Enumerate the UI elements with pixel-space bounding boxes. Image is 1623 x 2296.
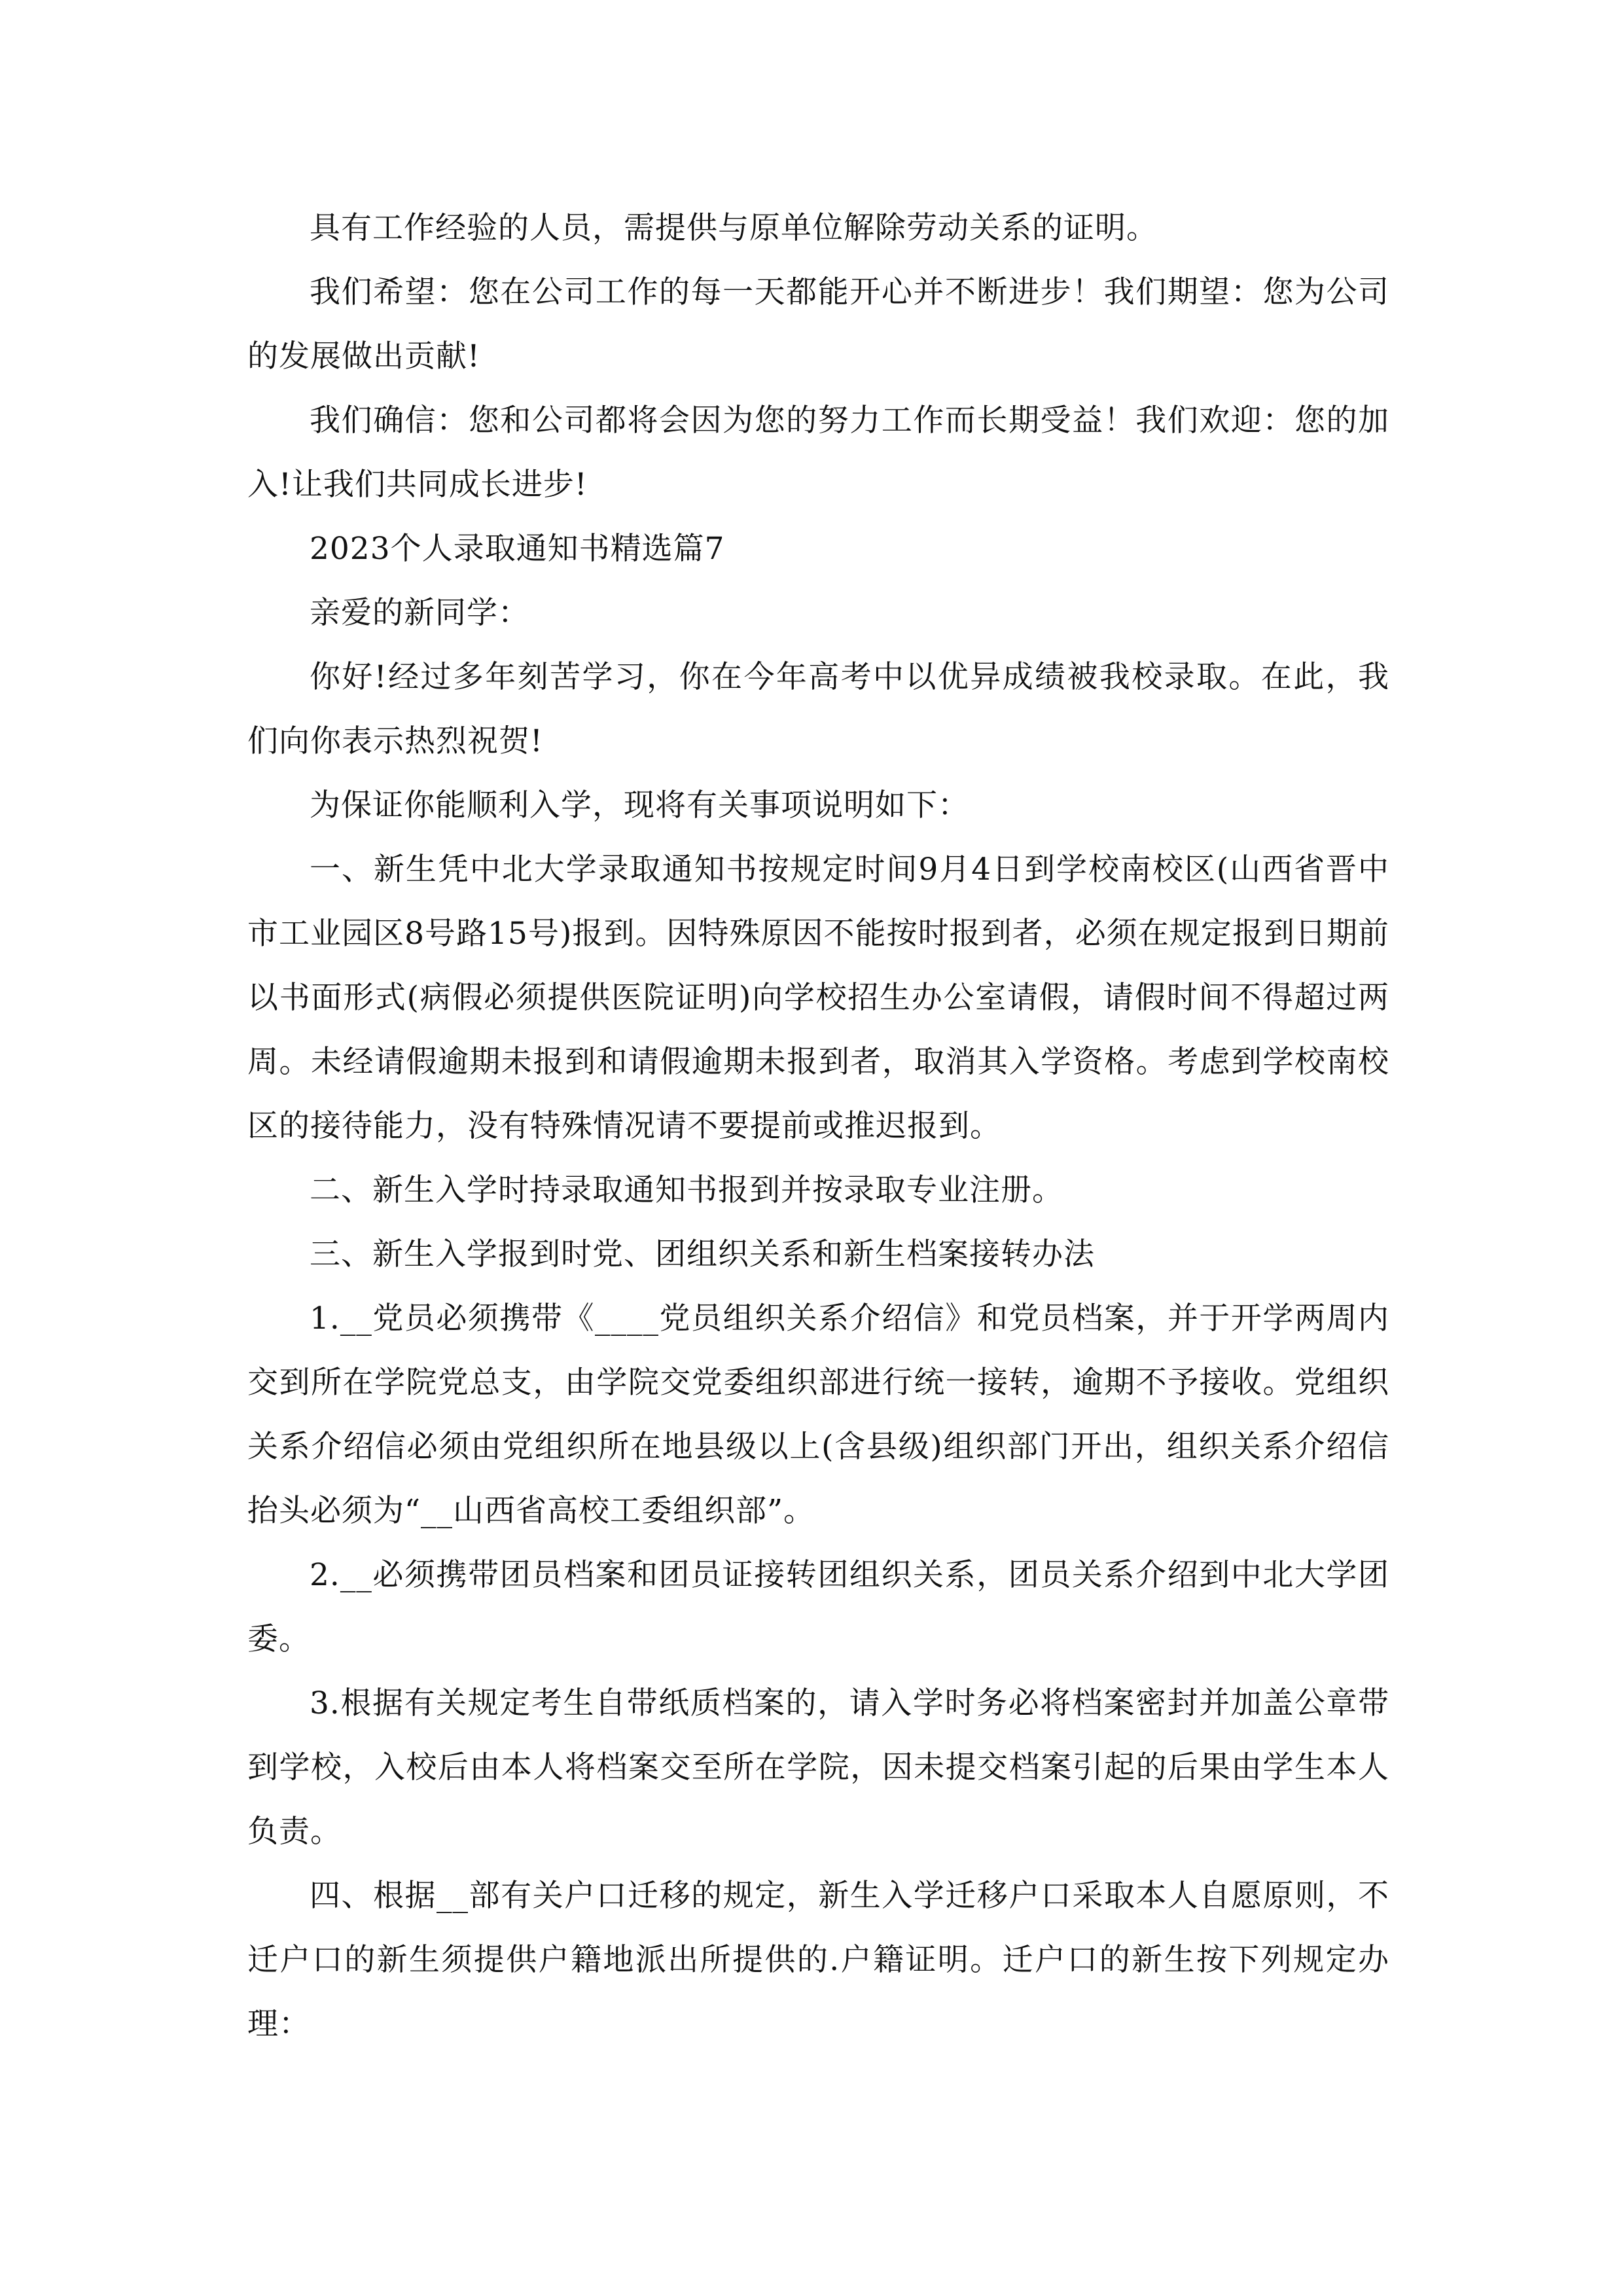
paragraph-item-3: 三、新生入学报到时党、团组织关系和新生档案接转办法 — [310, 1236, 1095, 1272]
section-heading: 2023个人录取通知书精选篇7 — [310, 531, 725, 567]
paragraph-greeting: 你好!经过多年刻苦学习，你在今年高考中以优异成绩被我校录取。在此，我们向你表示热烈祝贺! — [247, 659, 1389, 759]
paragraph-item-2: 二、新生入学时持录取通知书报到并按录取专业注册。 — [310, 1172, 1063, 1208]
paragraph-item-1: 一、新生凭中北大学录取通知书按规定时间9月4日到学校南校区(山西省晋中市工业园区8号路15号)报到。因特殊原因不能按时报到者，必须在规定报到日期前以书面形式(病假必须提供医院证明)向学校招生办公室请假，请假时间不得超过两周。未经请假逾期未报到和请假逾期未报到者，取消其入学资格。考虑到学校南校区的接待能力，没有特殊情况请不要提前或推迟报到。 — [247, 852, 1389, 1144]
paragraph-work-experience: 具有工作经验的人员，需提供与原单位解除劳动关系的证明。 — [310, 210, 1158, 246]
salutation: 亲爱的新同学： — [310, 595, 529, 631]
paragraph-intro: 为保证你能顺利入学，现将有关事项说明如下： — [310, 787, 969, 823]
paragraph-subitem-3: 3.根据有关规定考生自带纸质档案的，请入学时务必将档案密封并加盖公章带到学校，入校后由本人将档案交至所在学院，因未提交档案引起的后果由学生本人负责。 — [247, 1685, 1389, 1850]
document-body — [247, 196, 1389, 2056]
paragraph-hope: 我们希望：您在公司工作的每一天都能开心并不断进步！我们期望：您为公司的发展做出贡献! — [247, 274, 1389, 374]
paragraph-item-4: 四、根据__部有关户口迁移的规定，新生入学迁移户口采取本人自愿原则，不迁户口的新生须提供户籍地派出所提供的.户籍证明。迁户口的新生按下列规定办理： — [247, 1878, 1389, 2042]
paragraph-subitem-1: 1.__党员必须携带《____党员组织关系介绍信》和党员档案，并于开学两周内交到所在学院党总支，由学院交党委组织部进行统一接转，逾期不予接收。党组织关系介绍信必须由党组织所在地县级以上(含县级)组织部门开出，组织关系介绍信抬头必须为“__山西省高校工委组织部”。 — [247, 1300, 1389, 1529]
paragraph-confidence: 我们确信：您和公司都将会因为您的努力工作而长期受益！我们欢迎：您的加入!让我们共同成长进步! — [247, 403, 1389, 503]
paragraph-subitem-2: 2.__必须携带团员档案和团员证接转团组织关系，团员关系介绍到中北大学团委。 — [247, 1557, 1389, 1657]
